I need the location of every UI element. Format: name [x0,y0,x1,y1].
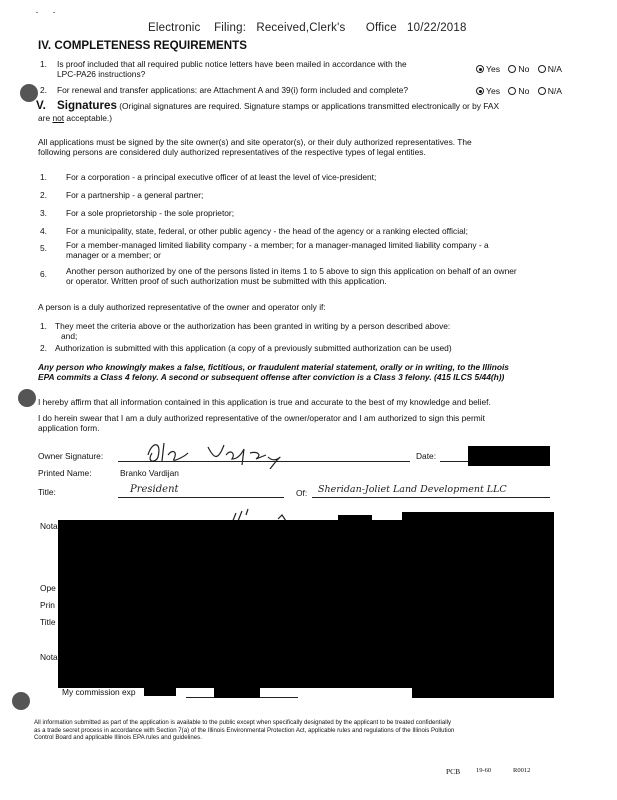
date-line[interactable] [440,461,470,462]
q2-text: For renewal and transfer applications: are Attachment A and 39(i) form included and complete? [57,85,409,95]
date-label: Date: [416,451,437,461]
notary-label-partial-2: Nota [40,652,58,662]
redaction-box [214,686,260,698]
title-line [118,497,284,498]
signature-note: (Original signatures are required. Signature stamps or applications transmitted electronically or by FAX [119,101,500,111]
redaction-box [144,684,176,696]
q2-yes-radio[interactable]: Yes [476,86,500,96]
q1-number: 1. [40,59,47,69]
rep-1-number: 1. [40,321,47,331]
printed-label-partial: Prin [40,600,55,610]
radio-selected-icon [476,87,484,95]
section-v-number: V. [36,99,46,112]
swear-text: I do herein swear that I am a duly authorized representative of the owner/operator and I am authorized to sign this permit application form. [38,413,485,433]
q1-options [476,64,568,74]
q2-na-radio[interactable]: N/A [538,86,562,96]
printed-name-label: Printed Name: [38,468,92,478]
redaction-box [58,582,74,622]
item-1-text: For a corporation - a principal executive officer of at least the level of vice-president; [66,172,377,182]
operator-label-partial: Ope [40,583,56,593]
item-1-number: 1. [40,172,47,182]
item-6-text: Another person authorized by one of the persons listed in items 1 to 5 above to sign this application on behalf of an owner or operator. Written proof of such authorization must be submitted with this application. [66,266,517,286]
section-iv-title: IV. COMPLETENESS REQUIREMENTS [38,39,247,52]
item-3-text: For a sole proprietorship - the sole proprietor; [66,208,235,218]
owner-signature-label: Owner Signature: [38,451,104,461]
redaction-box [58,520,554,688]
item-5-text: For a member-managed limited liability company - a member; for a manager-managed limited liability company - a manager or a member; or [66,240,489,260]
page-code: 19-60 [476,767,492,774]
corner-marks: ˜ ˜ [36,13,56,19]
radio-selected-icon [476,65,484,73]
title-value: President [130,484,179,495]
q1-line1: Is proof included that all required public notice letters have been mailed in accordance with the [57,59,407,69]
q1-na-radio[interactable]: N/A [538,64,562,74]
radio-icon [538,87,546,95]
felony-warning: Any person who knowingly makes a false, fictitious, or fraudulent material statement, orally or in writing, to the Illinois EPA commits a Class 4 felony. A second or subsequent offense after conviction is a Class 3 felony. (415 ILCS 5/44(h)) [38,362,509,382]
intro-paragraph: All applications must be signed by the site owner(s) and site operator(s), or their duly authorized representatives. The following persons are considered duly authorized representatives of the respective types of legal entities. [38,137,472,157]
item-3-number: 3. [40,208,47,218]
of-label: Of: [296,488,308,498]
scan-hole-icon [18,389,36,407]
rep-2-text: Authorization is submitted with this application (a copy of a previously submitted authorization can be used) [55,343,452,353]
notary-label-partial: Nota [40,521,58,531]
q2-options [476,86,568,96]
document-id: R0012 [513,767,531,774]
signature-note-line2: are not acceptable.) [38,113,113,123]
printed-name-value: Branko Vardijan [120,468,179,478]
q1-line2: LPC-PA26 instructions? [57,69,146,79]
redaction-box [402,512,554,522]
item-4-text: For a municipality, state, federal, or other public agency - the head of the agency or a ranking elected official; [66,226,468,236]
confidentiality-disclaimer: All information submitted as part of the application is available to the public except when specifically designated by the applicant to be treated confidentially as a trade secret process in accordance with Section 7(a) of the Illinois Environmental Protection Act, applicable rules and regulations of the Illinois Pollution Control Board and applicable Illinois EPA rules and guidelines. [34,719,455,742]
q2-no-radio[interactable]: No [508,86,529,96]
scan-hole-icon [12,692,30,710]
radio-icon [538,65,546,73]
redaction-box [412,670,554,698]
q1-text [57,59,477,79]
of-value: Sheridan-Joliet Land Development LLC [318,484,507,495]
of-line [312,497,550,498]
commission-label: My commission exp [62,687,136,697]
title-label: Title: [38,487,56,497]
form-code: PCB [446,767,461,776]
q1-no-radio[interactable]: No [508,64,529,74]
radio-icon [508,87,516,95]
q1-yes-radio[interactable]: Yes [476,64,500,74]
filing-stamp: Electronic Filing: Received,Clerk's Office 10/22/2018 [148,22,467,34]
item-4-number: 4. [40,226,47,236]
redaction-box [338,515,372,523]
item-2-number: 2. [40,190,47,200]
radio-icon [508,65,516,73]
rep-1-text: They meet the criteria above or the authorization has been granted in writing by a person described above: and; [55,321,451,341]
handwritten-signature [138,435,308,469]
rep-2-number: 2. [40,343,47,353]
item-2-text: For a partnership - a general partner; [66,190,204,200]
item-5-number: 5. [40,243,47,253]
item-6-number: 6. [40,269,47,279]
title-label-partial: Title [40,617,56,627]
section-v-heading [57,99,597,112]
section-v-title: Signatures [57,99,117,112]
rep-intro: A person is a duly authorized representative of the owner and operator only if: [38,302,326,312]
redaction-box [468,446,550,466]
affirmation-text: I hereby affirm that all information contained in this application is true and accurate to the best of my knowledge and belief. [38,397,491,407]
q2-number: 2. [40,85,47,95]
